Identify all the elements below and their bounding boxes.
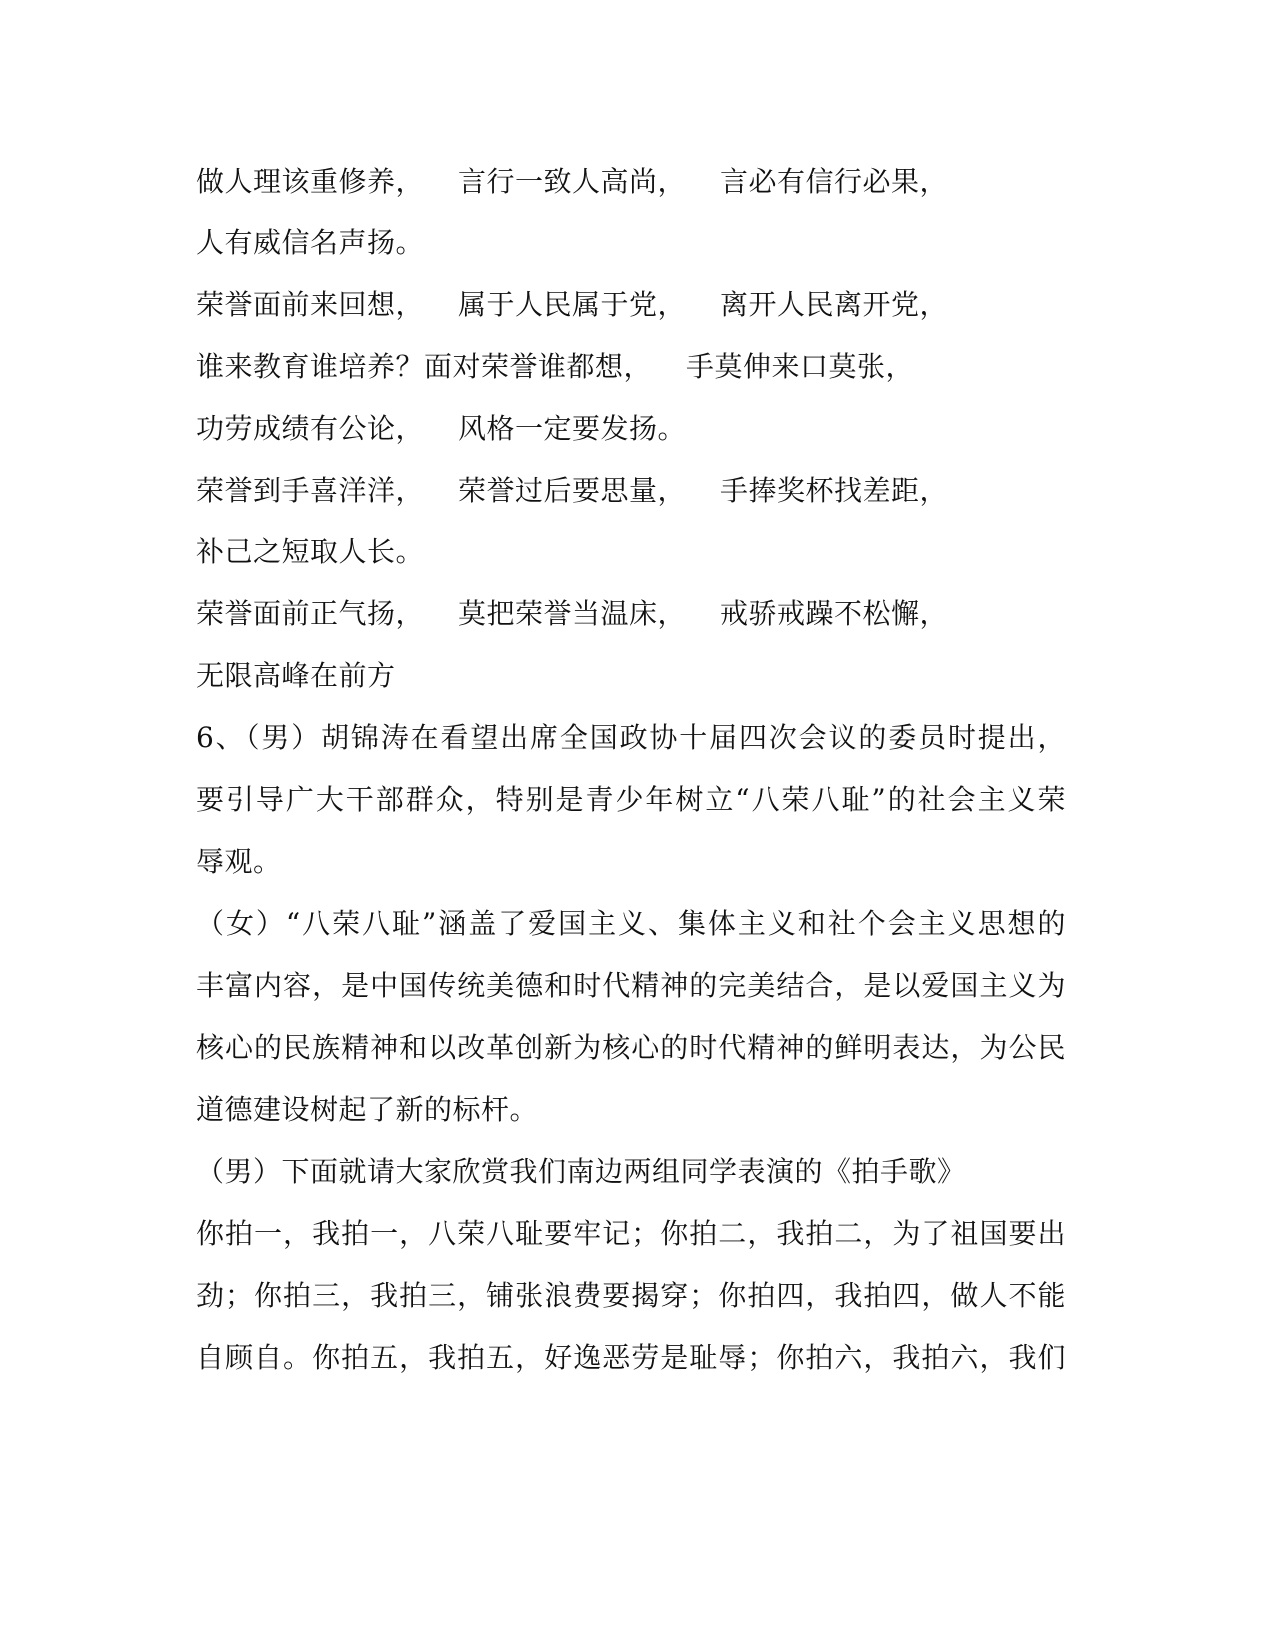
poem-phrase: 属于人民属于党， [458,288,687,321]
poem-line [196,412,686,446]
poem-phrase: 做人理该重修养， [196,165,425,198]
poem-phrase: 言行一致人高尚， [458,165,687,198]
poem-line [196,597,948,631]
paragraph-female-line: （女）“八荣八耻”涵盖了爱国主义、集体主义和社个会主义思想的 [196,907,1066,940]
poem-line [196,226,424,260]
paragraph-6-line: 6、（男）胡锦涛在看望出席全国政协十届四次会议的委员时提出， [196,721,1066,754]
poem-phrase: 荣誉面前正气扬， [196,597,425,630]
poem-phrase: 离开人民离开党， [720,288,949,321]
poem-phrase: 荣誉面前来回想， [196,288,425,321]
clap-song-line: 劲；你拍三，我拍三，铺张浪费要揭穿；你拍四，我拍四，做人不能 [196,1279,1066,1312]
poem-phrase: 人有威信名声扬。 [196,226,425,259]
poem-line [196,535,424,569]
poem-line [196,288,948,322]
poem-line [196,350,914,384]
poem-line [196,659,396,693]
paragraph-female-line: 道德建设树起了新的标杆。 [196,1093,539,1126]
clap-song-line: 你拍一，我拍一，八荣八耻要牢记；你拍二，我拍二，为了祖国要出 [196,1217,1066,1250]
poem-phrase: 荣誉过后要思量， [458,474,687,507]
paragraph-female-line: 丰富内容，是中国传统美德和时代精神的完美结合，是以爱国主义为 [196,969,1066,1002]
poem-phrase: 手捧奖杯找差距， [720,474,949,507]
poem-phrase: 风格一定要发扬。 [458,412,687,445]
poem-phrase: 谁来教育谁培养？面对荣誉谁都想， [196,350,653,383]
poem-phrase: 莫把荣誉当温床， [458,597,687,630]
poem-phrase: 功劳成绩有公论， [196,412,425,445]
paragraph-male-line: （男）下面就请大家欣赏我们南边两组同学表演的《拍手歌》 [196,1155,966,1188]
paragraph-6-line: 要引导广大干部群众，特别是青少年树立“八荣八耻”的社会主义荣 [196,783,1066,816]
poem-line [196,474,948,508]
poem-phrase: 无限高峰在前方 [196,659,396,692]
poem-phrase: 手莫伸来口莫张， [686,350,915,383]
clap-song-line: 自顾自。你拍五，我拍五，好逸恶劳是耻辱；你拍六，我拍六，我们 [196,1341,1066,1374]
paragraph-female-line: 核心的民族精神和以改革创新为核心的时代精神的鲜明表达，为公民 [196,1031,1066,1064]
poem-phrase: 荣誉到手喜洋洋， [196,474,425,507]
paragraph-6-line: 辱观。 [196,845,282,878]
poem-phrase: 言必有信行必果， [720,165,949,198]
poem-phrase: 补己之短取人长。 [196,535,425,568]
poem-phrase: 戒骄戒躁不松懈， [720,597,949,630]
poem-line [196,165,948,199]
